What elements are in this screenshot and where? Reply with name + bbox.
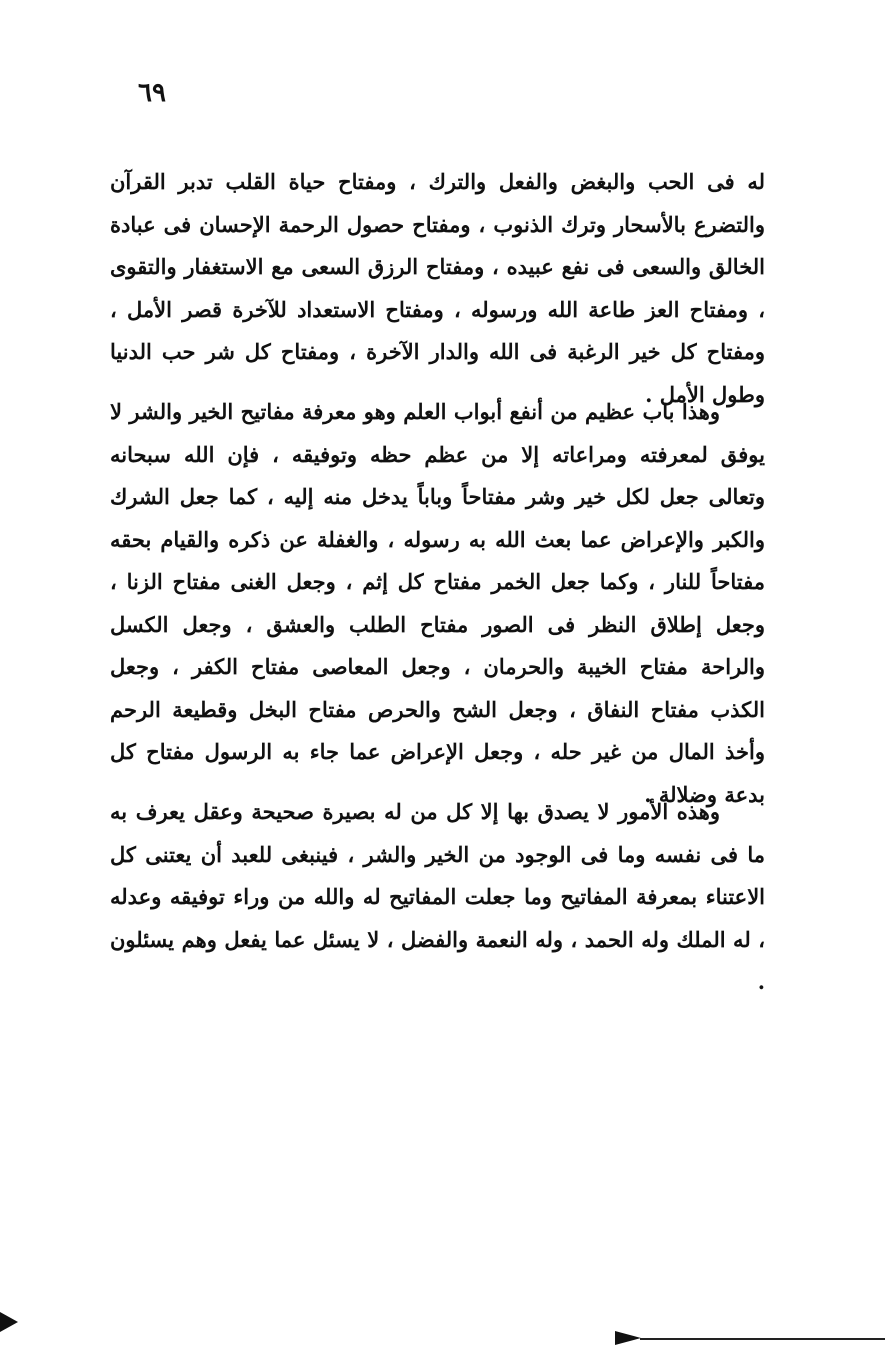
left-edge-mark bbox=[0, 1312, 18, 1332]
paragraph-2: وهذا باب عظيم من أنفع أبواب العلم وهو معرفة مفاتيح الخير والشر لا يوفق لمعرفته ومراعاته إلا من عظم حظه وتوفيقه ، فإن الله سبحانه وتعالى جعل لكل خير وشر مفتاحاً وباباً يدخل منه إليه ، كما جعل الشرك والكبر والإعراض عما بعث الله به رسوله ، والغفلة عن ذكره والقيام بحقه مفتاحاً للنار ، وكما جعل الخمر مفتاح كل إثم ، وجعل الغنى مفتاح الزنا ، وجعل إطلاق النظر فى الصور مفتاح الطلب والعشق ، وجعل الكسل والراحة مفتاح الخيبة والحرمان ، وجعل المعاصى مفتاح الكفر ، وجعل الكذب مفتاح النفاق ، وجعل الشح والحرص مفتاح البخل وقطيعة الرحم وأخذ المال من غير حله ، وجعل الإعراض عما جاء به الرسول مفتاح كل بدعة وضلالة . bbox=[110, 399, 765, 807]
paragraph-3: وهذه الأمور لا يصدق بها إلا كل من له بصيرة صحيحة وعقل يعرف به ما فى نفسه وما فى الوجود من الخير والشر ، فينبغى للعبد أن يعتنى كل الاعتناء بمعرفة المفاتيح وما جعلت المفاتيح له والله من وراء توفيقه وعدله ، له الملك وله الحمد ، وله النعمة والفضل ، لا يسئل عما يفعل وهم يسئلون . bbox=[110, 799, 765, 994]
bottom-rule bbox=[640, 1338, 885, 1340]
paragraph-1: له فى الحب والبغض والفعل والترك ، ومفتاح حياة القلب تدبر القرآن والتضرع بالأسحار وترك الذنوب ، ومفتاح حصول الرحمة الإحسان فى عبادة الخالق والسعى فى نفع عبيده ، ومفتاح الرزق السعى مع الاستغفار والتقوى ، ومفتاح العز طاعة الله ورسوله ، ومفتاح الاستعداد للآخرة قصر الأمل ، ومفتاح كل خير الرغبة فى الله والدار الآخرة ، ومفتاح كل شر حب الدنيا وطول الأمل . bbox=[110, 169, 765, 407]
page-number: ٦٩ bbox=[138, 78, 166, 108]
bottom-arrow-mark bbox=[615, 1331, 641, 1345]
